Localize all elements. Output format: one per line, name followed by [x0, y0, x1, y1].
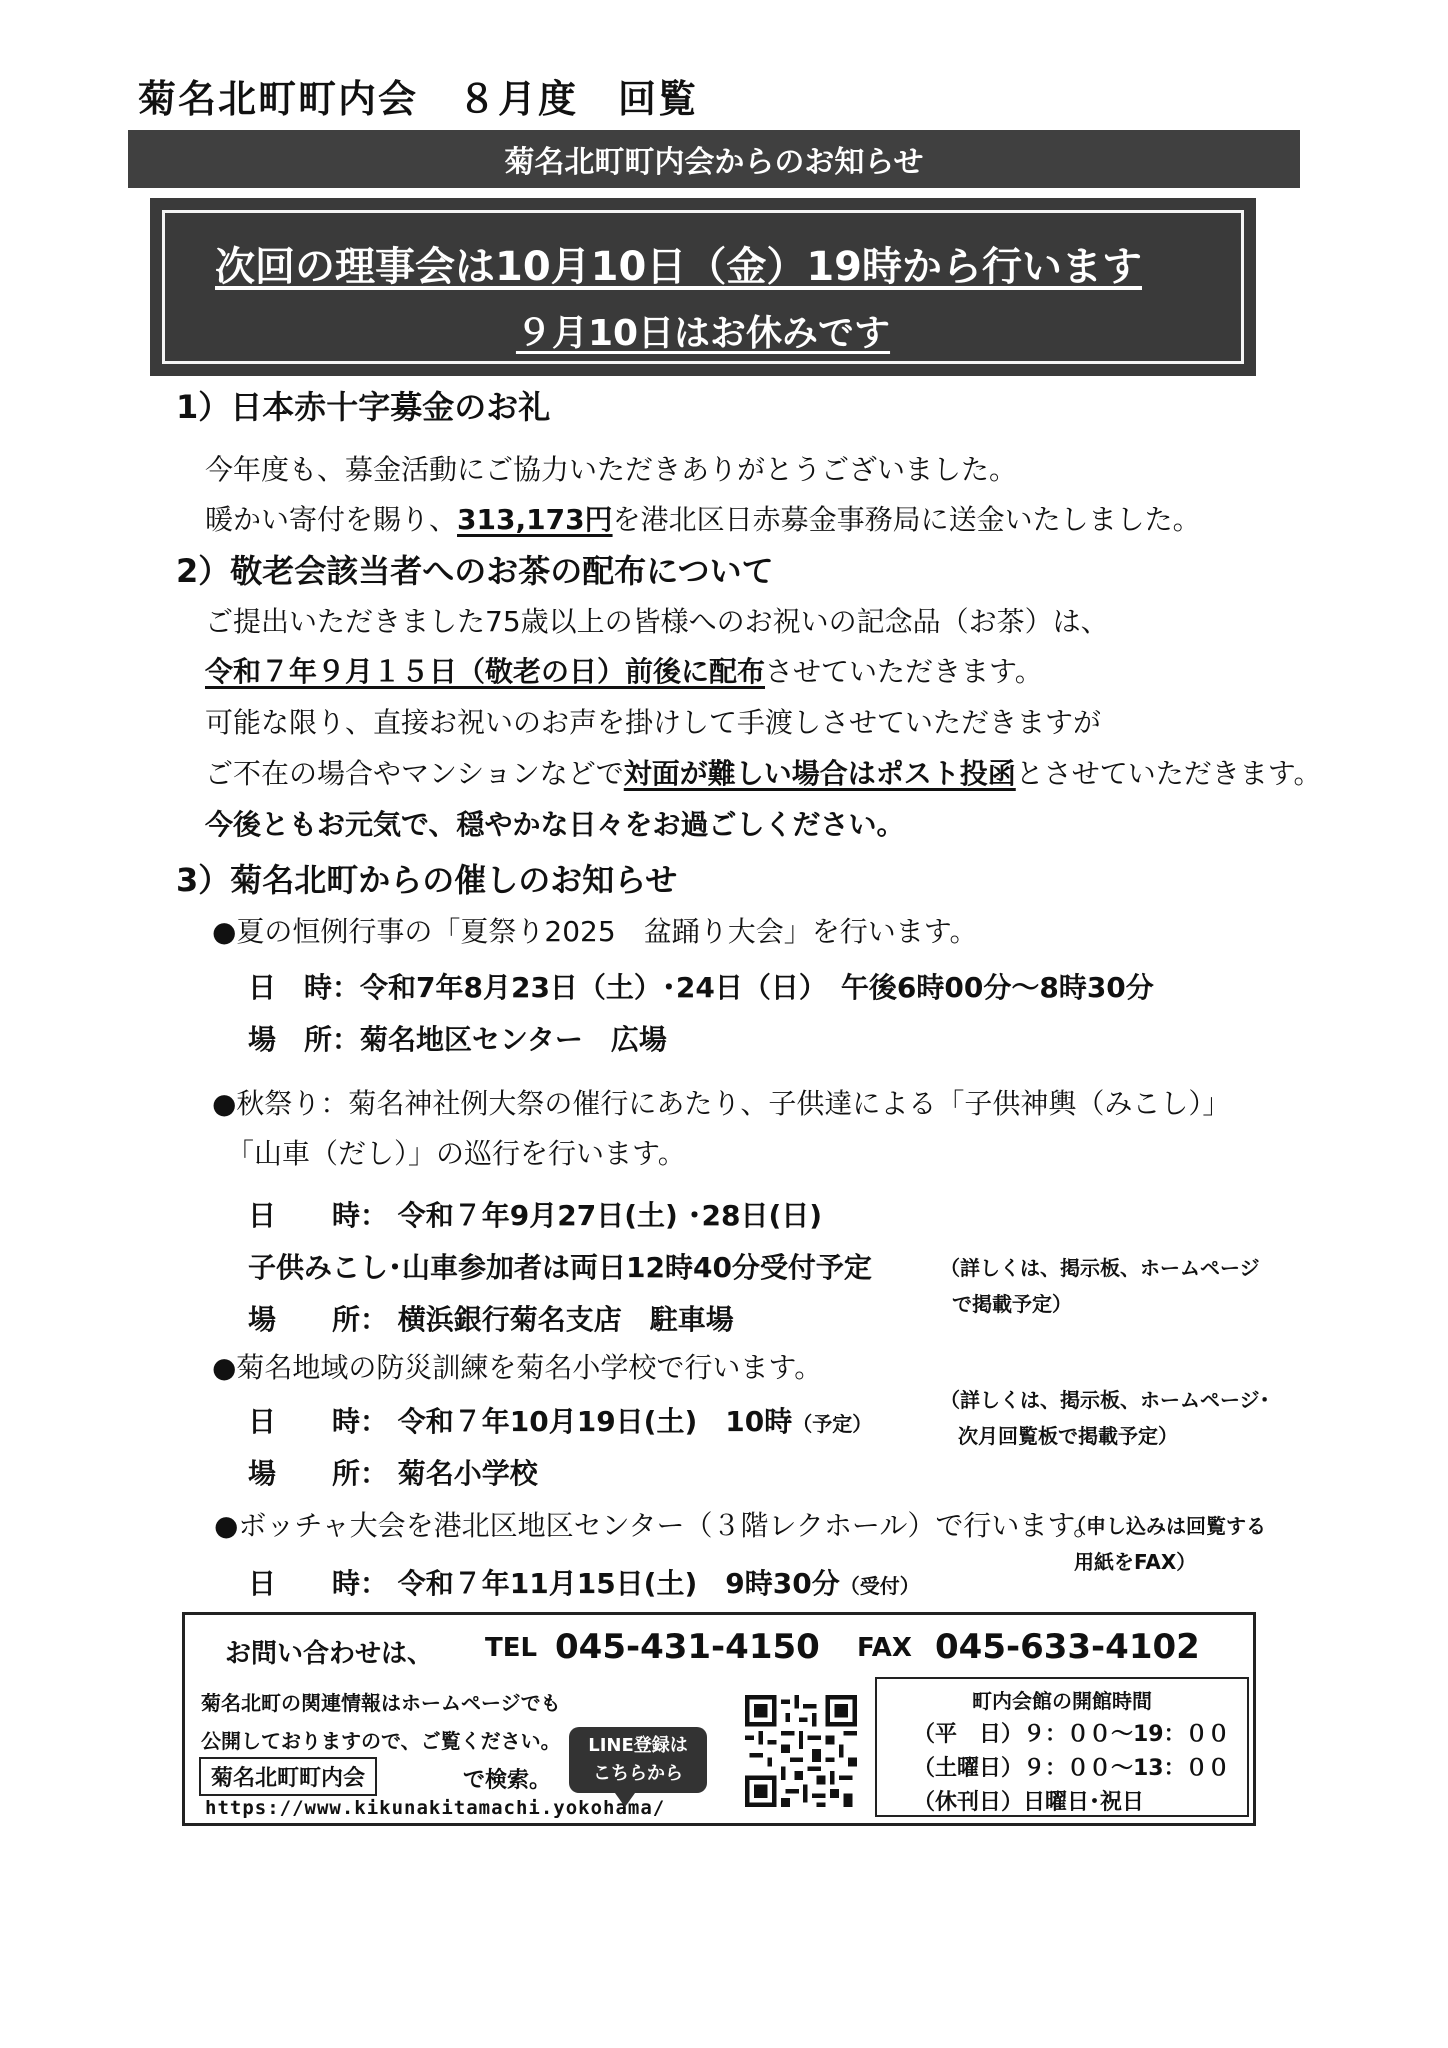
event-drill-date-text: 日 時： 令和７年10月19日(土) 10時	[248, 1405, 793, 1438]
contact-fax-number: 045-633-4102	[935, 1627, 1200, 1667]
event-drill-date	[248, 1400, 872, 1440]
event-autumn-festival-reception: 子供みこし･山車参加者は両日12時40分受付予定	[248, 1251, 872, 1284]
search-suffix: で検索。	[463, 1768, 552, 1793]
meeting-cancelled-date: ９月10日はお休みです	[515, 313, 891, 354]
event-drill-note-1: （詳しくは、掲示板、ホームページ･	[940, 1388, 1270, 1412]
notice-banner	[128, 130, 1300, 188]
respect-aged-post-delivery: 対面が難しい場合はポスト投函	[623, 757, 1016, 790]
event-autumn-festival-note-1: （詳しくは、掲示板、ホームページ	[940, 1256, 1260, 1280]
respect-aged-text-2	[205, 650, 1043, 690]
event-drill-note-2: 次月回覧板で掲載予定）	[958, 1424, 1178, 1448]
respect-aged-distribution-date: 令和７年９月１５日（敬老の日）前後に配布	[205, 655, 766, 688]
red-cross-thanks-text: 今年度も、募金活動にご協力いただきありがとうございました。	[205, 453, 1018, 486]
hall-hours-closed: （休刊日）日曜日･祝日	[913, 1790, 1145, 1815]
red-cross-amount-line	[205, 498, 1201, 538]
event-summer-festival-intro: ●夏の恒例行事の「夏祭り2025 盆踊り大会」を行います。	[212, 915, 978, 948]
event-boccia-date	[248, 1562, 920, 1602]
respect-aged-text-4-post: とさせていただきます。	[1015, 757, 1322, 790]
event-summer-festival-date: 日 時：令和7年8月23日（土）･24日（日） 午後6時00分～8時30分	[248, 971, 1154, 1004]
event-boccia-intro: ●ボッチャ大会を港北区地区センター（３階レクホール）で行います。	[214, 1509, 1102, 1542]
event-autumn-festival-intro-2: 「山車（だし）」の巡行を行います。	[226, 1137, 686, 1170]
line-badge-text-1: LINE登録は	[588, 1735, 688, 1756]
section-heading-events: 3）菊名北町からの催しのお知らせ	[176, 861, 678, 899]
meeting-announcement-frame	[162, 210, 1244, 364]
contact-info-1: 菊名北町の関連情報はホームページでも	[201, 1691, 561, 1715]
contact-info-2: 公開しておりますので、ご覧ください。	[201, 1729, 561, 1753]
event-boccia-date-note: （受付）	[839, 1574, 920, 1598]
respect-aged-text-4-pre: ご不在の場合やマンションなどで	[205, 757, 624, 790]
red-cross-amount: 313,173円	[457, 503, 613, 536]
line-registration-badge[interactable]	[569, 1727, 707, 1793]
contact-tel-label: TEL	[485, 1633, 538, 1663]
hall-hours-saturday: （土曜日）９：００～13：００	[913, 1756, 1230, 1781]
event-boccia-note-2: 用紙をFAX）	[1074, 1550, 1197, 1574]
red-cross-amount-pre: 暖かい寄付を賜り、	[205, 503, 458, 536]
contact-lead: お問い合わせは、	[225, 1639, 434, 1669]
event-boccia-note-1: （申し込みは回覧する	[1066, 1514, 1266, 1538]
respect-aged-closing: 今後ともお元気で、穏やかな日々をお過ごしください。	[205, 808, 905, 841]
respect-aged-text-4	[205, 752, 1322, 792]
meeting-next-date: 次回の理事会は10月10日（金）19時から行います	[215, 244, 1142, 290]
event-drill-place: 場 所： 菊名小学校	[248, 1457, 538, 1490]
line-badge-text-2: こちらから	[593, 1763, 683, 1784]
event-autumn-festival-note-2: で掲載予定）	[952, 1292, 1072, 1316]
event-autumn-festival-place: 場 所： 横浜銀行菊名支店 駐車場	[248, 1303, 734, 1336]
notice-banner-label: 菊名北町町内会からのお知らせ	[504, 145, 924, 180]
hall-hours-box	[875, 1677, 1249, 1817]
meeting-announcement-box	[150, 198, 1256, 376]
hall-hours-weekday: （平 日）９：００～19：００	[913, 1722, 1230, 1747]
event-autumn-festival-intro-1: ●秋祭り：菊名神社例大祭の催行にあたり、子供達による「子供神輿（みこし）」	[212, 1087, 1231, 1120]
qr-code-icon[interactable]	[745, 1695, 857, 1807]
contact-tel-number: 045-431-4150	[555, 1627, 820, 1667]
event-summer-festival-place: 場 所：菊名地区センター 広場	[248, 1023, 667, 1056]
respect-aged-text-1: ご提出いただきました75歳以上の皆様へのお祝いの記念品（お茶）は、	[205, 605, 1109, 638]
page-title: 菊名北町町内会 ８月度 回覧	[138, 77, 699, 121]
event-boccia-date-text: 日 時： 令和７年11月15日(土) 9時30分	[248, 1567, 840, 1600]
contact-box	[182, 1612, 1256, 1826]
respect-aged-text-2-post: させていただきます。	[765, 655, 1043, 688]
homepage-url[interactable]: https://www.kikunakitamachi.yokohama/	[205, 1797, 666, 1819]
event-drill-date-note: （予定）	[792, 1412, 873, 1436]
respect-aged-text-3: 可能な限り、直接お祝いのお声を掛けして手渡しさせていただきますが	[205, 706, 1102, 739]
search-term-box: 菊名北町町内会	[199, 1757, 377, 1796]
hall-hours-title: 町内会館の開館時間	[972, 1689, 1152, 1713]
contact-fax-label: FAX	[857, 1633, 912, 1663]
red-cross-amount-post: を港北区日赤募金事務局に送金いたしました。	[612, 503, 1201, 536]
section-heading-respect-aged: 2）敬老会該当者へのお茶の配布について	[176, 552, 774, 590]
section-heading-red-cross: 1）日本赤十字募金のお礼	[176, 388, 551, 426]
event-drill-intro: ●菊名地域の防災訓練を菊名小学校で行います。	[212, 1351, 823, 1384]
event-autumn-festival-date: 日 時： 令和７年9月27日(土) ･28日(日)	[248, 1199, 823, 1232]
